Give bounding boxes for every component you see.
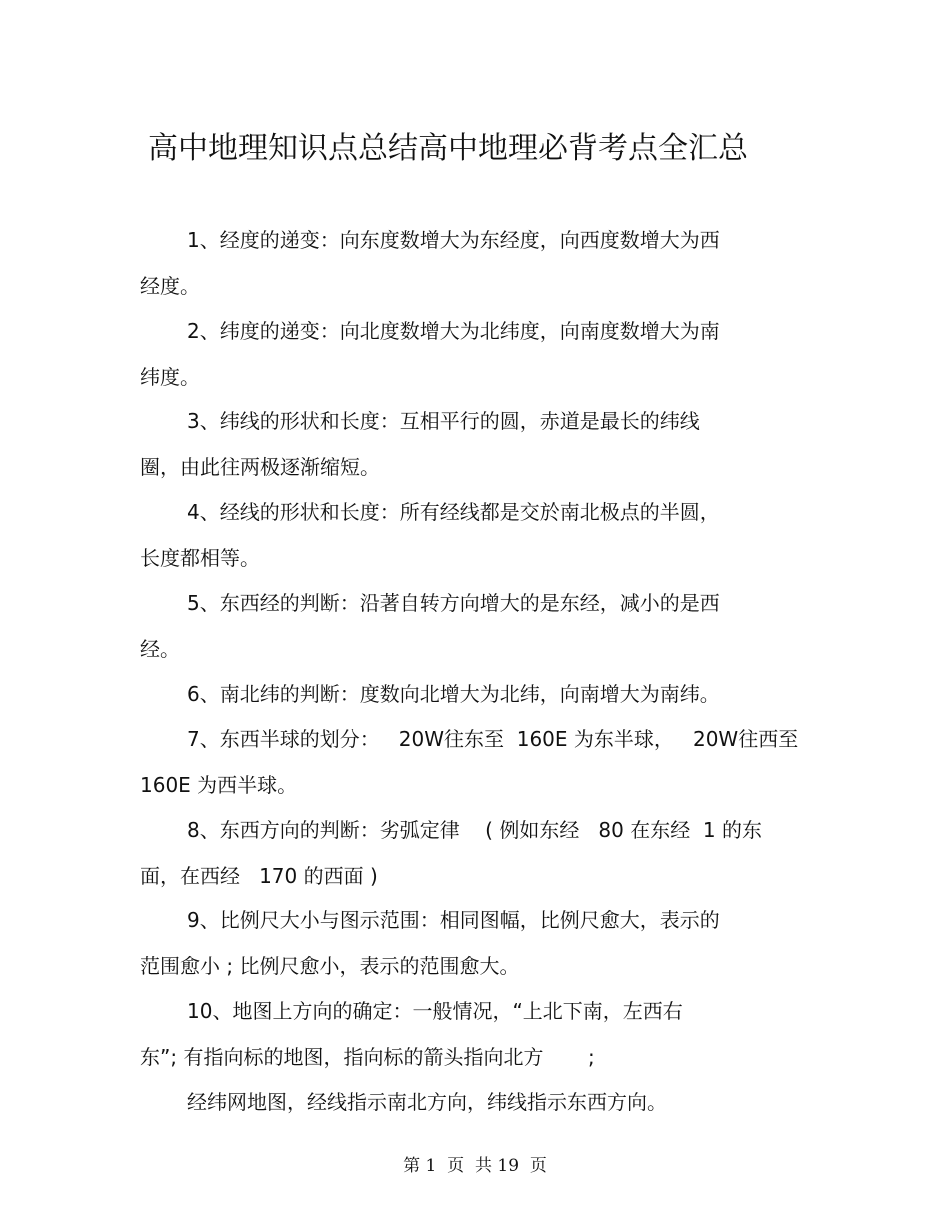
- page-footer: 第 1 页 共 19 页: [403, 1156, 547, 1176]
- paragraph-line: 经。: [140, 637, 180, 661]
- paragraph-line: 2、纬度的递变：向北度数增大为北纬度，向南度数增大为南: [187, 319, 720, 343]
- paragraph-line: 10、地图上方向的确定：一般情况，“上北下南，左西右: [187, 999, 683, 1023]
- paragraph-line: 经纬网地图，经线指示南北方向，纬线指示东西方向。: [187, 1090, 667, 1114]
- paragraph-line: 3、纬线的形状和长度：互相平行的圆，赤道是最长的纬线: [187, 409, 700, 433]
- paragraph-line: 范围愈小 ; 比例尺愈小，表示的范围愈大。: [140, 954, 520, 978]
- paragraph-line: 7、东西半球的划分： 20W往东至 160E 为东半球， 20W往西至: [187, 727, 799, 751]
- paragraph-line: 纬度。: [140, 365, 200, 389]
- paragraph-line: 面，在西经 170 的西面 ): [140, 864, 378, 888]
- document-title: 高中地理知识点总结高中地理必背考点全汇总: [148, 131, 748, 166]
- paragraph-line: 6、南北纬的判断：度数向北增大为北纬，向南增大为南纬。: [187, 682, 720, 706]
- paragraph-line: 9、比例尺大小与图示范围：相同图幅，比例尺愈大，表示的: [187, 908, 720, 932]
- paragraph-line: 东”; 有指向标的地图，指向标的箭头指向北方 ;: [140, 1045, 595, 1069]
- paragraph-line: 经度。: [140, 274, 200, 298]
- paragraph-line: 4、经线的形状和长度：所有经线都是交於南北极点的半圆，: [187, 500, 720, 524]
- paragraph-line: 圈，由此往两极逐渐缩短。: [140, 455, 380, 479]
- paragraph-line: 5、东西经的判断：沿著自转方向增大的是东经，减小的是西: [187, 591, 720, 615]
- paragraph-line: 1、经度的递变：向东度数增大为东经度，向西度数增大为西: [187, 228, 720, 252]
- paragraph-line: 160E 为西半球。: [140, 773, 298, 797]
- paragraph-line: 长度都相等。: [140, 546, 260, 570]
- paragraph-line: 8、东西方向的判断：劣弧定律 ( 例如东经 80 在东经 1 的东: [187, 818, 762, 842]
